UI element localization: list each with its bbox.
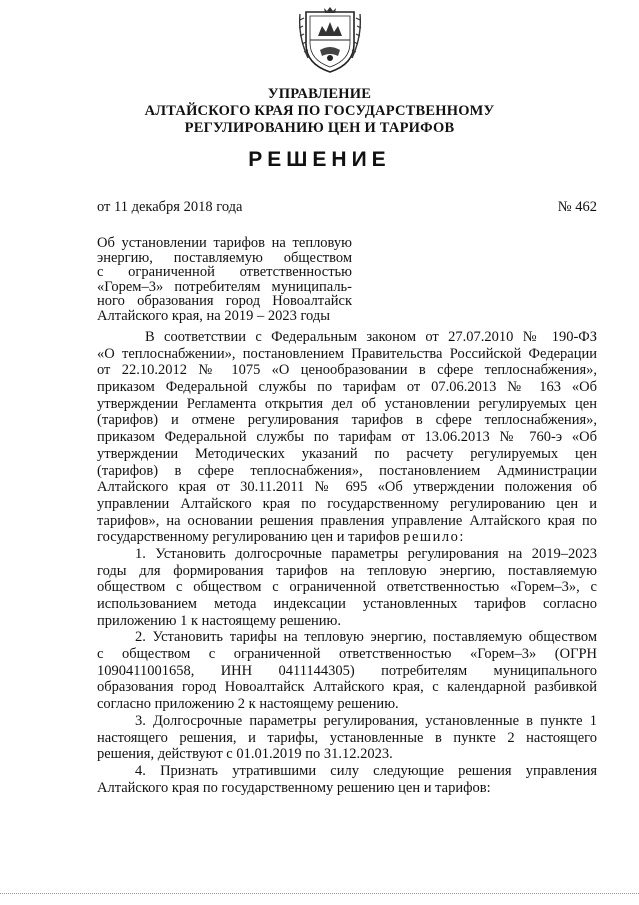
document-body	[97, 329, 597, 796]
preamble-line: утверждении Регламента открытия дел об установлении регулируемых цен	[97, 395, 597, 412]
item-1-line: приложению 1 к настоящему решению.	[97, 612, 342, 629]
preamble-line: (тарифов) и отмене регулирования тарифов в сфере теплоснабжения»,	[97, 412, 597, 429]
item-3-line: 3. Долгосрочные параметры регулирования, установленные в пункте 1	[135, 712, 597, 729]
subject-line: «Горем–3» потребителям муниципаль-	[97, 278, 352, 295]
preamble-line: утверждении Методических указаний по расчету регулируемых цен	[97, 445, 597, 462]
document-date: от 11 декабря 2018 года	[97, 199, 243, 215]
item-2-line: 2. Установить тарифы на тепловую энергию, поставляемую обществом	[135, 629, 597, 646]
preamble-line: от 22.10.2012 № 1075 «О ценообразовании в сфере теплоснабжения»,	[97, 362, 597, 379]
item-2-line: с обществом с ограниченной ответственностью «Горем–3» (ОГРН	[97, 646, 597, 663]
preamble-line: В соответствии с Федеральным законом от 27.07.2010 № 190-ФЗ	[145, 329, 597, 345]
preamble-line: Алтайского края от 30.11.2011 № 695 «Об утверждении положения об	[97, 479, 597, 496]
preamble-line: приказом Федеральной службы по тарифам от 07.06.2013 № 163 «Об	[97, 379, 597, 396]
preamble-line: приказом Федеральной службы по тарифам от 13.06.2013 № 760-э «Об	[97, 429, 597, 446]
document-subject	[97, 236, 352, 323]
subject-line: Об установлении тарифов на тепловую	[97, 235, 352, 251]
preamble-line-text: государственному регулированию цен и тарифов	[97, 529, 400, 546]
item-1-line: обществом с обществом с ограниченной ответственностью «Горем–3», с	[97, 579, 597, 596]
item-4-line: 4. Признать утратившими силу следующие решения управления	[135, 762, 597, 779]
item-1-line: 1. Установить долгосрочные параметры регулирования на 2019–2023	[135, 545, 597, 562]
preamble-last-line	[97, 529, 597, 546]
item-2-line: образования город Новоалтайск Алтайского края, с календарной разбивкой	[97, 679, 597, 696]
subject-line: Алтайского края, на 2019 – 2023 годы	[97, 307, 331, 324]
preamble-line: (тарифов) в сфере теплоснабжения», постановлением Администрации	[97, 462, 597, 479]
org-name-line-2: АЛТАЙСКОГО КРАЯ ПО ГОСУДАРСТВЕННОМУ	[144, 103, 495, 119]
preamble-line: тарифов», на основании решения правления управление Алтайского края по	[97, 512, 597, 529]
item-4-line: Алтайского края по государственному решению цен и тарифов:	[97, 779, 491, 796]
item-1-line: годы для формирования тарифов на тепловую энергию, поставляемую	[97, 562, 597, 579]
page-bottom-rule	[0, 893, 639, 894]
item-3-line: решения, действуют с 01.01.2019 по 31.12.2023.	[97, 746, 393, 763]
document-title: РЕШЕНИЕ	[248, 148, 391, 171]
org-name-line-1: УПРАВЛЕНИЕ	[267, 86, 372, 102]
item-2-line: согласно приложению 2 к настоящему решению.	[97, 696, 399, 713]
subject-line: энергию, поставляемую обществом	[97, 249, 352, 266]
subject-line: ного образования город Новоалтайск	[97, 293, 352, 309]
document-number: № 462	[557, 199, 597, 215]
item-1-line: использованием метода индексации установленных тарифов согласно	[97, 596, 597, 612]
org-name-line-3: РЕГУЛИРОВАНИЮ ЦЕН И ТАРИФОВ	[184, 120, 455, 136]
item-2-line: 1090411001658, ИНН 0411144305) потребителям муниципального	[97, 662, 597, 679]
item-3-line: настоящего решения, и тарифы, установленные в пункте 2 настоящего	[97, 729, 597, 746]
subject-line: с ограниченной ответственностью	[97, 264, 352, 280]
coat-of-arms-emblem-icon	[298, 6, 362, 74]
preamble-line: «О теплоснабжении», постановлением Правительства Российской Федерации	[97, 345, 597, 362]
decided-word: решило:	[403, 529, 465, 546]
preamble-line: управлении Алтайского края по государственному регулированию цен и	[97, 495, 597, 512]
